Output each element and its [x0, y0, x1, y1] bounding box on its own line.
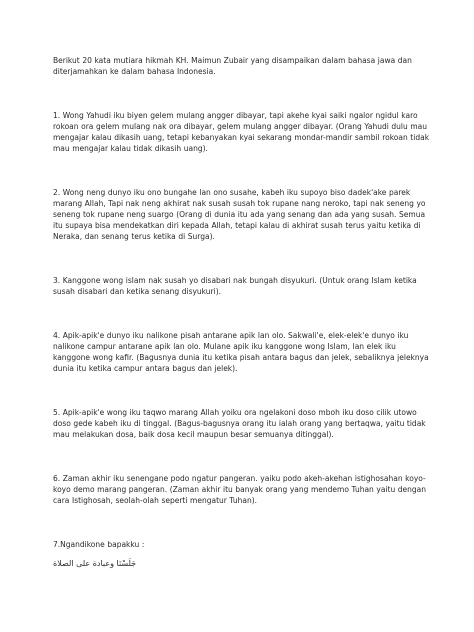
wisdom-item-5: 5. Apik-apik'e wong iku taqwo marang Allah yoiku ora ngelakoni doso mboh iku doso cilik utowo doso gede kabeh iku di tinggal. (Bagus-bagusnya orang itu ialah orang yang bertaqwa, yaitu tidak mau melakukan dosa, baik dosa kecil maupun besar semuanya ditinggal).	[53, 408, 426, 439]
wisdom-item-4: 4. Apik-apik'e dunyo iku nalikone pisah antarane apik lan olo. Sakwali'e, elek-elek'e dunyo iku nalikone campur antarane apik lan olo. Mulane apik iku kanggone wong Islam, lan elek iku kanggone wong kafir. (Bagusnya dunia itu ketika pisah antara bagus dan jelek, sebaliknya jeleknya dunia itu ketika campur antara bagus dan jelek).	[53, 331, 429, 373]
intro-paragraph: Berikut 20 kata mutiara hikmah KH. Maimun Zubair yang disampaikan dalam bahasa jawa dan diterjamahkan ke dalam bahasa Indonesia.	[53, 56, 412, 76]
wisdom-item-6: 6. Zaman akhir iku senengane podo ngatur pangeran. yaiku podo akeh-akehan istighosahan koyo-koyo demo marang pangeran. (Zaman akhir itu banyak orang yang mendemo Tuhan yaitu dengan cara Istighosah, seolah-olah seperti mengatur Tuhan).	[53, 474, 427, 505]
wisdom-item-3: 3. Kanggone wong islam nak susah yo disabari nak bungah disyukuri. (Untuk orang Islam ketika susah disabari dan ketika senang disyukuri).	[53, 276, 417, 296]
wisdom-item-2: 2. Wong neng dunyo iku ono bungahe lan ono susahe, kabeh iku supoyo biso dadek'ake parek marang Allah, Tapi nak neng akhirat nak susah susah tok rupane nang neroko, tapi nak seneng yo seneng tok rupane neng suargo (Orang di dunia itu ada yang senang dan ada yang susah. Semua itu supaya bisa mendekatkan diri kepada Allah, tetapi kalau di akhirat susah terus yaitu ketika di Neraka, dan senang terus ketika di Surga).	[53, 188, 426, 241]
wisdom-item-7-arabic-line	[53, 558, 434, 570]
arabic-text: جَلَسْنَا وعبادة على الصلاة	[53, 559, 137, 568]
wisdom-item-1: 1. Wong Yahudi iku biyen gelem mulang angger dibayar, tapi akehe kyai saiki ngalor ngidul karo rokoan ora gelem mulang nak ora dibayar, gelem mulang angger dibayar. (Orang Yahudi dulu mau mengajar kalau dikasih uang, tetapi kebanyakan kyai sekarang mondar-mandir sambil rokoan tidak mau mengajar kalau tidak dikasih uang).	[53, 111, 430, 153]
wisdom-item-7-label: 7.Ngandikone bapakku :	[53, 540, 145, 549]
